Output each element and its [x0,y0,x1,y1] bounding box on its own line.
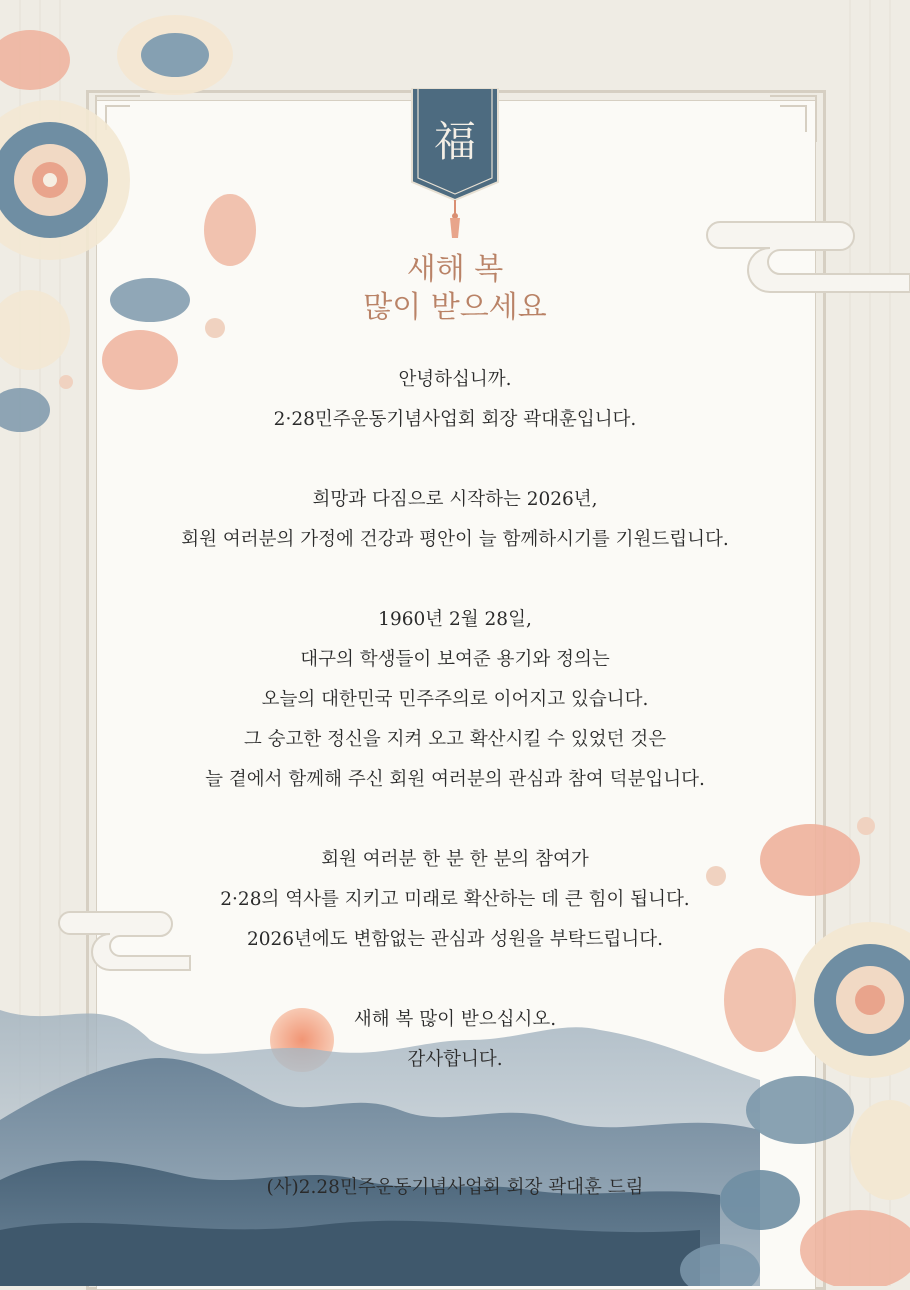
letter-line: 2026년에도 변함없는 관심과 성원을 부탁드립니다. [246,929,664,950]
letter-line: 늘 곁에서 함께해 주신 회원 여러분의 관심과 참여 덕분입니다. [205,769,705,790]
letter-line: 오늘의 대한민국 민주주의로 이어지고 있습니다. [261,689,649,710]
letter-line: 희망과 다짐으로 시작하는 2026년, [312,489,598,510]
fortune-banner [410,88,500,248]
signature: (사)2.28민주운동기념사업회 회장 곽대훈 드림 [266,1177,644,1198]
letter-line: 대구의 학생들이 보여준 용기와 정의는 [300,649,610,670]
letter-line: 그 숭고한 정신을 지켜 오고 확산시킬 수 있었던 것은 [243,729,667,750]
fortune-character: 福 [433,117,477,166]
letter-line: 안녕하십니까. [398,369,512,390]
letter-line: 새해 복 많이 받으십시오. [353,1009,557,1030]
letter-body [0,360,910,1080]
letter-line: 회원 여러분 한 분 한 분의 참여가 [321,849,589,870]
letter-line: 2·28민주운동기념사업회 회장 곽대훈입니다. [273,409,637,430]
letter-line: 2·28의 역사를 지키고 미래로 확산하는 데 큰 힘이 됩니다. [220,889,690,910]
greeting-line-2: 많이 받으세요 [363,290,547,325]
letter-line: 1960년 2월 28일, [378,609,532,630]
letter-line: 회원 여러분의 가정에 건강과 평안이 늘 함께하시기를 기원드립니다. [181,529,729,550]
letter-line: 감사합니다. [407,1049,503,1070]
greeting-line-1: 새해 복 [406,252,504,287]
